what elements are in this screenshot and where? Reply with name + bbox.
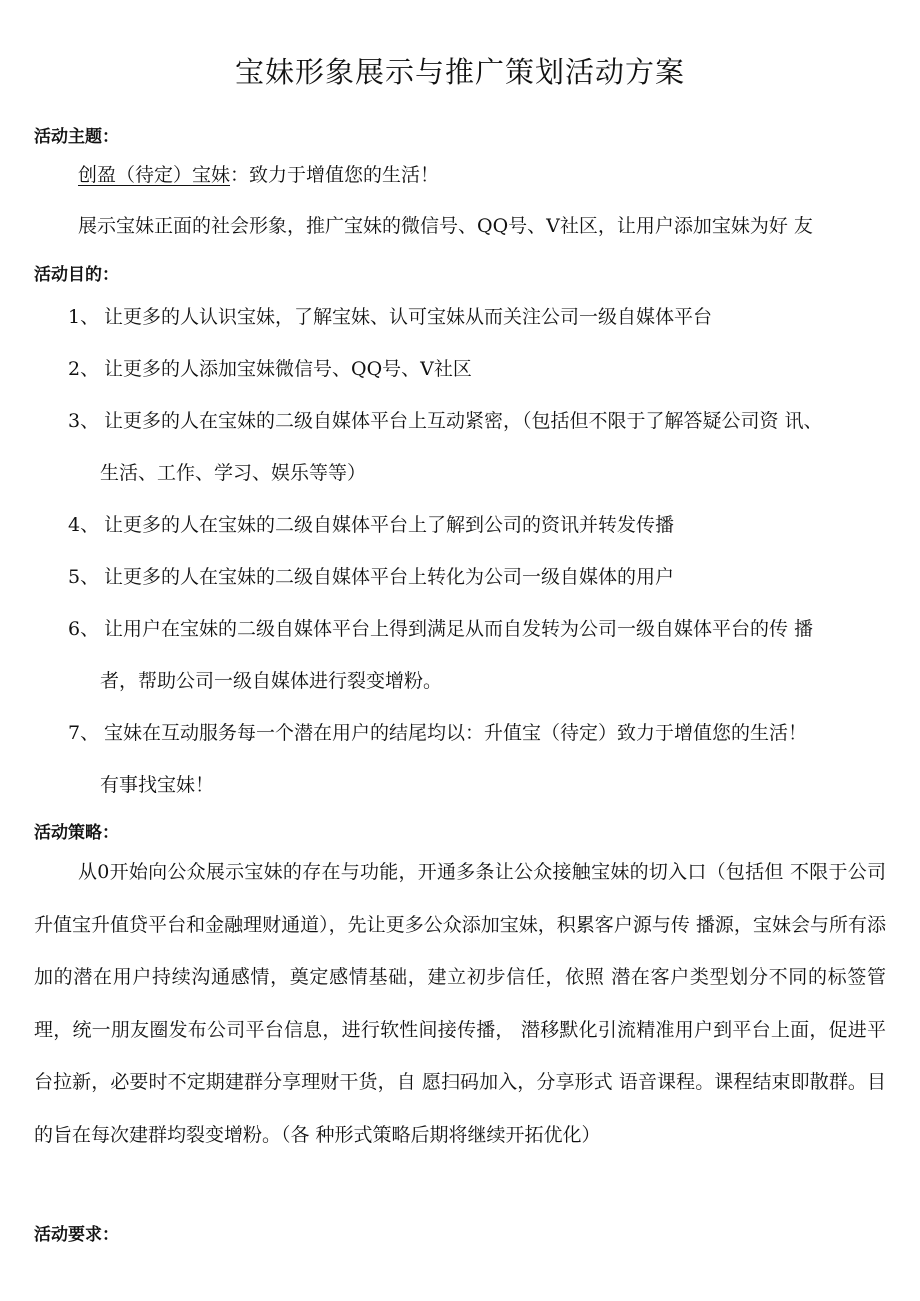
purpose-item-6-continued: 者，帮助公司一级自媒体进行裂变增粉。 <box>100 670 443 692</box>
purpose-item-7-continued: 有事找宝妹！ <box>100 774 215 796</box>
item-number: 4、 <box>68 514 100 536</box>
item-text: 让更多的人认识宝妹，了解宝妹、认可宝妹从而关注公司一级自媒体平台 <box>104 306 713 328</box>
item-number: 1、 <box>68 306 100 328</box>
item-number: 7、 <box>68 722 100 744</box>
item-text: 让更多的人在宝妹的二级自媒体平台上转化为公司一级自媒体的用户 <box>104 566 675 588</box>
slogan-text: ：致力于增值您的生活！ <box>230 164 440 186</box>
slogan-brand: 创盈（待定）宝妹 <box>78 164 231 186</box>
item-text: 让用户在宝妹的二级自媒体平台上得到满足从而自发转为公司一级自媒体平台的传 播 <box>104 618 814 640</box>
purpose-item-2 <box>68 354 472 381</box>
item-text: 让更多的人添加宝妹微信号、QQ号、V社区 <box>104 358 472 380</box>
purpose-item-6 <box>68 614 813 641</box>
item-number: 6、 <box>68 618 100 640</box>
item-text: 宝妹在互动服务每一个潜在用户的结尾均以：升值宝（待定）致力于增值您的生活！ <box>104 722 808 744</box>
strategy-heading: 活动策略： <box>34 823 119 843</box>
item-number: 5、 <box>68 566 100 588</box>
purpose-item-3 <box>68 406 823 433</box>
requirements-heading: 活动要求： <box>34 1225 119 1245</box>
purpose-item-3-continued: 生活、工作、学习、娱乐等等） <box>100 462 367 484</box>
item-number: 2、 <box>68 358 100 380</box>
purpose-item-1 <box>68 302 712 329</box>
theme-heading: 活动主题： <box>34 127 119 147</box>
purpose-item-4 <box>68 510 674 537</box>
theme-slogan <box>78 160 439 187</box>
item-number: 3、 <box>68 410 100 432</box>
strategy-paragraph: 从0开始向公众展示宝妹的存在与功能，开通多条让公众接触宝妹的切入口（包括但 不限于公司升值宝升值贷平台和金融理财通道），先让更多公众添加宝妹，积累客户源与传 播源，宝妹会与所有添加的潜在用户持续沟通感情，奠定感情基础，建立初步信任，依照 潜在客户类型划分不同的标签管理，统一朋友圈发布公司平台信息，进行软性间接传播， 潜移默化引流精准用户到平台上面，促进平台拉新，必要时不定期建群分享理财干货，自 愿扫码加入，分享形式 语音课程。课程结束即散群。目的旨在每次建群均裂变增粉。（各 种形式策略后期将继续开拓优化） <box>34 861 886 1146</box>
item-text: 让更多的人在宝妹的二级自媒体平台上互动紧密，（包括但不限于了解答疑公司资 讯、 <box>104 410 823 432</box>
purpose-item-7 <box>68 718 807 745</box>
item-text: 让更多的人在宝妹的二级自媒体平台上了解到公司的资讯并转发传播 <box>104 514 675 536</box>
theme-description: 展示宝妹正面的社会形象，推广宝妹的微信号、QQ号、V社区，让用户添加宝妹为好 友 <box>78 215 813 237</box>
purpose-item-5 <box>68 562 674 589</box>
document-title: 宝妹形象展示与推广策划活动方案 <box>234 55 685 89</box>
purpose-heading: 活动目的： <box>34 265 119 285</box>
